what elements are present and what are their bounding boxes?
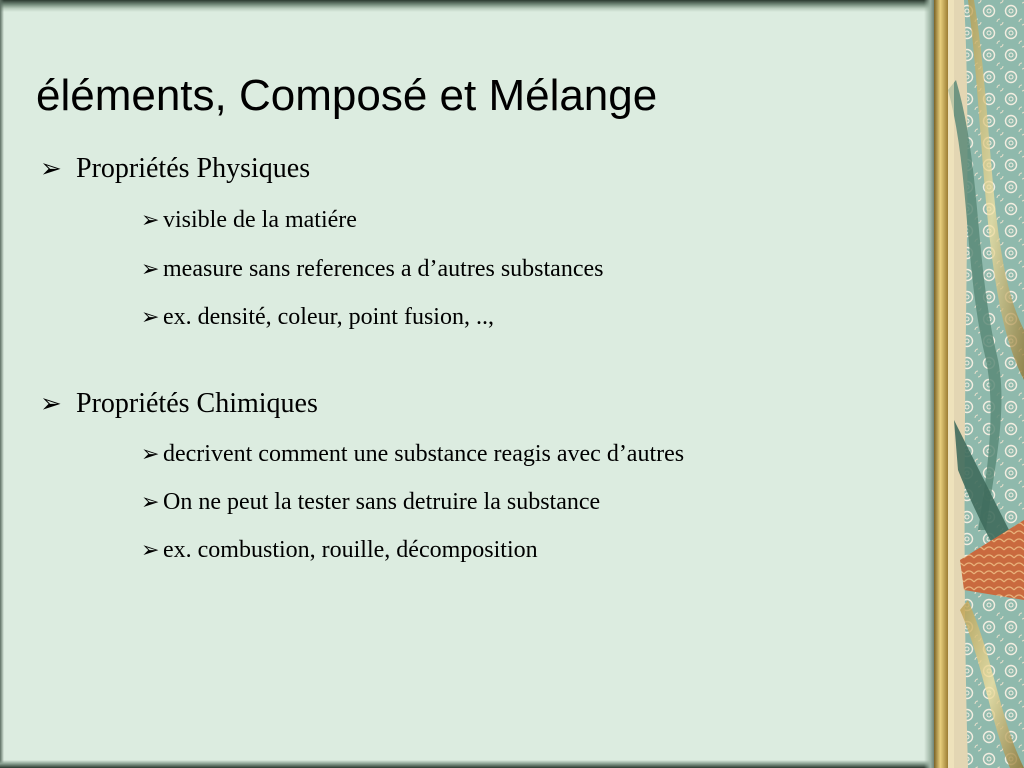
list-item-label: On ne peut la tester sans detruire la substance bbox=[163, 489, 601, 515]
list-item bbox=[141, 536, 538, 565]
arrow-bullet-icon: ➢ bbox=[40, 154, 62, 183]
arrow-bullet-icon: ➢ bbox=[141, 256, 160, 281]
arrow-bullet-icon: ➢ bbox=[141, 489, 160, 514]
arrow-bullet-icon: ➢ bbox=[40, 389, 62, 418]
list-item bbox=[141, 303, 494, 332]
list-item-label: decrivent comment une substance reagis avec d’autres bbox=[163, 441, 685, 467]
arrow-bullet-icon: ➢ bbox=[141, 207, 160, 232]
list-item-label: visible de la matiére bbox=[163, 207, 357, 233]
list-item-label: measure sans references a d’autres substances bbox=[163, 256, 604, 282]
slide-title: éléments, Composé et Mélange bbox=[36, 71, 658, 120]
section-heading-label: Propriétés Chimiques bbox=[76, 388, 318, 419]
arrow-bullet-icon: ➢ bbox=[141, 537, 160, 562]
section-heading bbox=[40, 387, 318, 421]
list-item bbox=[141, 255, 603, 284]
list-item bbox=[141, 440, 684, 469]
section-heading bbox=[40, 152, 310, 186]
list-item bbox=[141, 488, 600, 517]
list-item-label: ex. combustion, rouille, décomposition bbox=[163, 537, 538, 563]
list-item bbox=[141, 206, 357, 235]
list-item-label: ex. densité, coleur, point fusion, .., bbox=[163, 304, 494, 330]
arrow-bullet-icon: ➢ bbox=[141, 304, 160, 329]
section-heading-label: Propriétés Physiques bbox=[76, 153, 311, 184]
decorative-border-image bbox=[934, 0, 1024, 768]
arrow-bullet-icon: ➢ bbox=[141, 441, 160, 466]
